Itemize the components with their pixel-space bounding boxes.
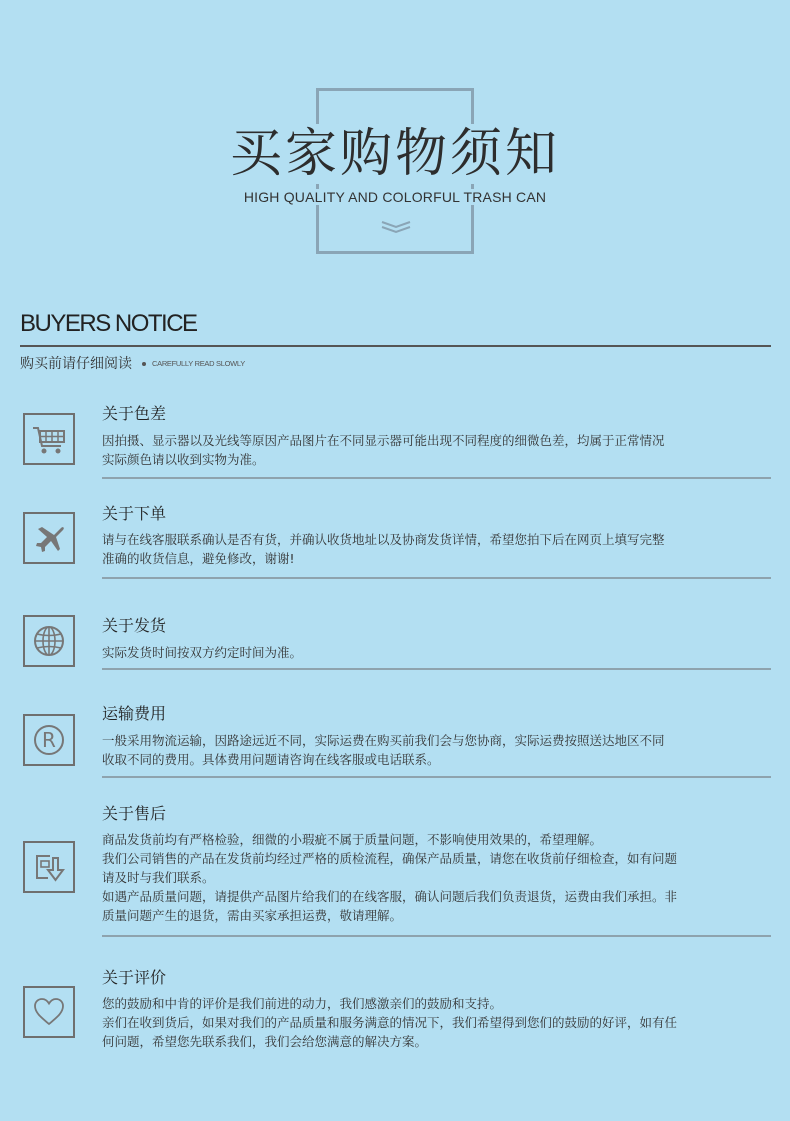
notice-line: 如遇产品质量问题，请提供产品图片给我们的在线客服，确认问题后我们负责退货，运费由我们承担。非 — [102, 889, 678, 904]
notice-line: 何问题，希望您先联系我们，我们会给您满意的解决方案。 — [102, 1034, 428, 1049]
notice-title: 运输费用 — [102, 704, 167, 723]
download-box-icon — [23, 841, 75, 893]
shopping-cart-icon — [23, 413, 75, 465]
notice-line: 亲们在收到货后，如果对我们的产品质量和服务满意的情况下，我们希望得到您们的鼓励的好评，如有任 — [102, 1015, 678, 1030]
globe-icon — [23, 615, 75, 667]
section-subtitle-en: CAREFULLY READ SLOWLY — [152, 359, 245, 368]
notice-line: 请及时与我们联系。 — [102, 870, 215, 885]
notice-title: 关于评价 — [102, 968, 167, 987]
airplane-icon — [23, 512, 75, 564]
notice-body — [102, 830, 752, 925]
notice-body — [102, 731, 752, 769]
notice-line: 您的鼓励和中肯的评价是我们前进的动力，我们感激亲们的鼓励和支持。 — [102, 996, 503, 1011]
chevron-down-icon — [380, 220, 412, 234]
notice-divider — [102, 577, 771, 579]
section-subtitle-cn: 购买前请仔细阅读 — [20, 356, 132, 372]
notice-line: 请与在线客服联系确认是否有货，并确认收货地址以及协商发货详情，希望您拍下后在网页上填写完整 — [102, 532, 665, 547]
notice-divider — [102, 776, 771, 778]
page-title: 买家购物须知 — [0, 122, 790, 186]
notice-title: 关于售后 — [102, 804, 167, 823]
notice-line: 我们公司销售的产品在发货前均经过严格的质检流程，确保产品质量，请您在收货前仔细检查，如有问题 — [102, 851, 678, 866]
notice-line: 实际颜色请以收到实物为准。 — [102, 452, 265, 467]
registered-icon — [23, 714, 75, 766]
svg-text:R: R — [42, 728, 56, 752]
notice-title: 关于发货 — [102, 616, 167, 635]
notice-divider — [102, 935, 771, 937]
notice-line: 实际发货时间按双方约定时间为准。 — [102, 645, 303, 660]
notice-line: 收取不同的费用。具体费用问题请咨询在线客服或电话联系。 — [102, 752, 440, 767]
notice-line: 质量问题产生的退货，需由买家承担运费，敬请理解。 — [102, 908, 403, 923]
bullet-icon — [142, 362, 146, 366]
section-divider — [20, 345, 771, 347]
notice-body — [102, 431, 752, 469]
section-subtitle — [20, 354, 245, 374]
notice-divider — [102, 668, 771, 670]
notice-body — [102, 994, 752, 1051]
notice-line: 准确的收货信息，避免修改，谢谢! — [102, 551, 295, 566]
heart-icon — [23, 986, 75, 1038]
notice-divider — [102, 477, 771, 479]
notice-line: 商品发货前均有严格检验，细微的小瑕疵不属于质量问题，不影响使用效果的，希望理解。 — [102, 832, 603, 847]
notice-line: 一般采用物流运输，因路途远近不同，实际运费在购买前我们会与您协商，实际运费按照送达地区不同 — [102, 733, 665, 748]
notice-line: 因拍摄、显示器以及光线等原因产品图片在不同显示器可能出现不同程度的细微色差，均属于正常情况 — [102, 433, 665, 448]
notice-title: 关于下单 — [102, 504, 167, 523]
notice-body — [102, 643, 752, 662]
page-subtitle: HIGH QUALITY AND COLORFUL TRASH CAN — [0, 188, 790, 206]
section-title: BUYERS NOTICE — [20, 310, 197, 337]
notice-title: 关于色差 — [102, 404, 167, 423]
notice-body — [102, 530, 752, 568]
